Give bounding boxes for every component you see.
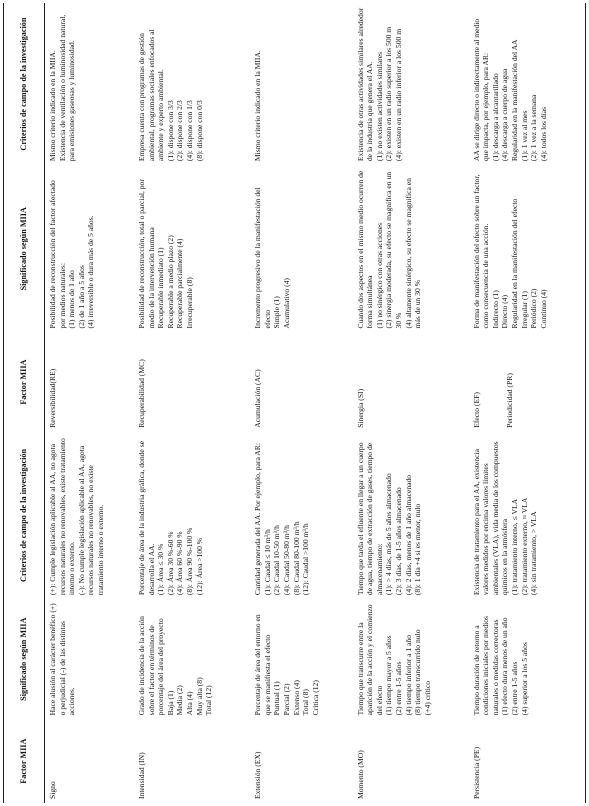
- cell-line: Porcentaje de área del entorno en que se manifiesta el efecto: [253, 614, 272, 716]
- header-factor-a: Factor MIIA: [4, 719, 45, 803]
- cell-line: Hace alusión al carácter benéfico (+) o perjudicial (-) de las distintas acciones.: [48, 603, 77, 716]
- factor-label-secondary: Periodicidad (PR): [505, 373, 515, 428]
- factor-label: Intensidad (IN): [137, 752, 147, 799]
- cell-line: (1): tratamiento interno, ≤ VLA: [510, 498, 520, 596]
- cell-line: (2): 3 días, de 1-5 años almacenado: [393, 487, 403, 596]
- cell-line: (8): Área 90 %-100 %: [185, 527, 195, 596]
- factor-a-cell: [45, 719, 135, 803]
- table-row: [353, 3, 469, 803]
- cell-line: (4): 2 días, menos de 1 año almacenado: [403, 474, 413, 596]
- header-significado-a: Significado según MIIA: [4, 599, 45, 719]
- cell-line: Total (12): [204, 685, 214, 716]
- cell-line: Parcial (2): [281, 683, 291, 716]
- header-criterio-a: Criterios de campo de la investigación: [4, 432, 45, 599]
- header-factor-b: Factor MIIA: [4, 332, 45, 431]
- factor-label: Efecto (EF): [471, 392, 481, 428]
- factor-a-cell: [353, 719, 469, 803]
- cell-line: Empresa cuenta con programas de gestión ambiental, programas sociales enfocados al ambiente y experto ambiental.: [137, 29, 166, 162]
- cell-line: Posibilidad de reconstrucción del factor afectado por medios naturales:: [48, 180, 67, 329]
- cell-line: (8): 1 día +4 si es menor, nulo: [413, 503, 423, 596]
- cell-line: Acumulativo (4): [281, 278, 291, 329]
- cell-line: (4): dispone con 1/3: [185, 100, 195, 162]
- cell-line: Cuando dos aspectos en el mismo medio ocurren de forma simultánea: [355, 170, 375, 329]
- cell-line: (4) tiempo inferior a 1 año: [403, 635, 413, 716]
- cell-line: (4) altamente sinérgico, su efecto se magnifica en más de un 30 %: [403, 178, 423, 329]
- cell-line: Irregular (1): [519, 291, 529, 329]
- cell-line: (2): existen en un radio superior a los 500 m: [384, 26, 394, 162]
- criterio-a-cell: [353, 432, 469, 599]
- criterio-a-cell: [250, 432, 352, 599]
- cell-line: (1) menos de 1 año: [67, 270, 77, 329]
- criterio-b-cell: [45, 3, 135, 165]
- criterio-b-cell: [353, 3, 469, 165]
- cell-line: (2) entre 1-5 años: [393, 661, 403, 716]
- table-row: [469, 3, 586, 803]
- cell-line: (2): 1 vez a la semana: [529, 94, 539, 162]
- cell-line: Porcentaje de área de la industria gráfica, donde se desarrolla el AA.: [137, 440, 156, 596]
- cell-line: Media (2): [175, 685, 185, 716]
- cell-line: Simple (1): [272, 296, 282, 329]
- miia-criteria-table: [3, 3, 586, 803]
- criterio-a-cell: [45, 432, 135, 599]
- cell-line: Existencia de tratamiento para el AA, existencia valores medidos por encima valores límites ambientales (VLA), vida media de los compuestos químicos en la atmósfera: [471, 441, 510, 596]
- cell-line: (2) sinergia moderada, su efecto se magnifica en un 30 %: [384, 171, 403, 329]
- header-significado-b: Significado según MIIA: [4, 165, 45, 332]
- cell-line: Mismo criterio indicado en la MIIA.: [253, 50, 263, 162]
- cell-line: Total (8): [301, 689, 311, 716]
- factor-label: Acumulación (AC): [253, 369, 263, 428]
- cell-line: Forma de manifestación del efecto sobre un factor, como consecuencia de una acción.: [471, 174, 491, 329]
- criterio-b-cell: [469, 3, 586, 165]
- cell-line: (4): existen en un radio inferior a los 500 m: [393, 28, 403, 162]
- cell-line: (-): No cumple legislación aplicable al AA, agota recursos naturales no renovables, no existe tratamiento interno o externo.: [76, 445, 105, 596]
- cell-line: (1): dispone con 3/3: [165, 100, 175, 162]
- cell-line: (+4) crítico: [422, 680, 432, 716]
- significado-b-cell: [134, 165, 250, 332]
- header-criterio-b: Criterios de campo de la investigación: [4, 3, 45, 165]
- cell-line: Recuperable a medio plazo (2): [165, 235, 175, 329]
- cell-line: Existencia de ventilación o luminosidad natural, para emisiones gaseosas y luminosidad.: [57, 14, 77, 162]
- cell-line: (12): Área >100 %: [194, 537, 204, 596]
- factor-b-cell: [45, 332, 135, 431]
- cell-line: (8) tiempo transcurrido nulo: [413, 629, 423, 716]
- cell-line: Tiempo que transcurre entre la aparición de la acción y el comienzo del efecto: [355, 604, 384, 716]
- factor-b-cell: [353, 332, 469, 431]
- cell-line: (4): sin tratamiento, > VLA: [529, 511, 539, 596]
- criterio-b-cell: [134, 3, 250, 165]
- factor-label: Reversibilidad(RE): [48, 368, 57, 428]
- cell-line: Puntual (1): [272, 681, 282, 716]
- cell-line: Existencia de otras actividades similares alrededor de la industria que genera el AA.: [355, 7, 375, 162]
- significado-b-cell: [45, 165, 135, 332]
- cell-line: (8): Caudal 80-100 m³/h: [291, 521, 301, 596]
- table-row: [134, 3, 250, 803]
- factor-label: Signo: [48, 781, 57, 799]
- factor-label: Extensión (EX): [253, 751, 263, 799]
- cell-line: Cantidad generada del AA. Por ejemplo, para AR:: [253, 443, 263, 596]
- cell-line: Directo (4): [500, 294, 510, 329]
- cell-line: (1) no sinérgico con otras acciones: [374, 222, 384, 329]
- cell-line: Recuperable inmediato (1): [156, 247, 166, 329]
- cell-line: Extenso (4): [291, 680, 301, 716]
- factor-label: Recuperabilidad (MC): [137, 359, 147, 428]
- significado-b-cell: [469, 165, 586, 332]
- cell-line: (4): Caudal 50-80 m³/h: [281, 525, 291, 596]
- table-header-row: [4, 3, 45, 803]
- significado-a-cell: [469, 599, 586, 719]
- cell-line: Tiempo duración de retorno a condiciones iniciales por medios naturales o medidas correctoras: [471, 616, 500, 716]
- rotated-table-wrapper: [3, 3, 586, 803]
- cell-line: (2) de 1 año a 5 años: [76, 265, 86, 329]
- cell-line: Indirecto (1): [490, 290, 500, 329]
- table-row: [45, 3, 135, 803]
- cell-line: Crítica (12): [310, 680, 320, 716]
- factor-label: Persistencia (PE): [471, 746, 481, 799]
- cell-line: (1): Área ≤ 30 %: [156, 543, 166, 596]
- cell-line: Recuperable parcialmente (4): [175, 238, 185, 329]
- cell-line: Incremento progresivo de la manifestación del efecto: [253, 187, 272, 329]
- cell-line: Periódico (2): [529, 288, 539, 329]
- cell-line: (12): Caudal >100 m³/h: [301, 523, 311, 596]
- cell-line: Posibilidad de reconstrucción, total o parcial, por medio de la intervención humana: [137, 179, 156, 329]
- cell-line: (1): descarga a alcantarillado: [490, 73, 500, 162]
- cell-line: (8): dispone con 0/3: [194, 100, 204, 162]
- cell-line: (1): 1 vez al mes: [519, 110, 529, 162]
- significado-a-cell: [353, 599, 469, 719]
- cell-line: (1): > 4 días, más de 5 años almacenado: [384, 473, 394, 596]
- significado-a-cell: [134, 599, 250, 719]
- cell-line: Muy alta (8): [194, 677, 204, 716]
- cell-line: (1): no existen actividades similares: [374, 51, 384, 162]
- cell-line: (4): todos los días: [538, 106, 548, 162]
- cell-line: (1) efecto dura menos de un año: [500, 617, 510, 716]
- factor-b-cell: [250, 332, 352, 431]
- factor-b-cell: [469, 332, 586, 431]
- criterio-a-cell: [134, 432, 250, 599]
- factor-a-cell: [250, 719, 352, 803]
- cell-line: Mismo criterio indicado en la MIIA.: [48, 50, 57, 162]
- cell-line: AA se dirige directo o indirectamente al medio que impacta, por ejemplo, para AR:: [471, 18, 491, 162]
- criterio-b-cell: [250, 3, 352, 165]
- cell-line: (1) tiempo mayor a 5 años: [384, 635, 394, 716]
- significado-b-cell: [353, 165, 469, 332]
- cell-line: Grado de incidencia de la acción sobre el factor en términos de porcentaje del área del proyecto: [137, 616, 166, 716]
- cell-line: (1): Caudal ≤ 10 m³/h: [262, 529, 272, 596]
- cell-line: Continuo (4): [538, 289, 548, 329]
- significado-b-cell: [250, 165, 352, 332]
- cell-line: (4) superior a los 5 años: [519, 642, 529, 716]
- cell-line: (4): Área 60 %-90 %: [175, 531, 185, 596]
- factor-label: Momento (MO): [355, 750, 365, 799]
- cell-line: (2) entre 1-5 años: [510, 661, 520, 716]
- cell-line: Tiempo que tarda el efluente en llegar a un cuerpo de agua, tiempo de extracción de gases, tiempo de almacenamiento:: [355, 442, 384, 596]
- cell-line: (+): Cumple legislación aplicable al AA, no agota recursos naturales no renovables, existe tratamiento interno o externo.: [48, 438, 77, 596]
- cell-line: (4) irreversible o dura más de 5 años.: [86, 215, 96, 329]
- cell-line: Regularidad en la manifestación del AA: [510, 39, 520, 162]
- criterio-a-cell: [469, 432, 586, 599]
- factor-a-cell: [134, 719, 250, 803]
- factor-label: Sinergia (SI): [355, 388, 365, 428]
- significado-a-cell: [45, 599, 135, 719]
- cell-line: (2): tratamiento externo, ≈ VLA: [519, 497, 529, 596]
- cell-line: (2): Caudal 10-50 m³/h: [272, 525, 282, 596]
- table-body: [45, 3, 586, 803]
- factor-b-cell: [134, 332, 250, 431]
- table-row: [250, 3, 352, 803]
- cell-line: Regularidad en la manifestación del efecto: [510, 198, 520, 329]
- cell-line: (2): Área 30 %-60 %: [165, 531, 175, 596]
- cell-line: Alta (4): [185, 691, 195, 716]
- cell-line: Irrecuperable (8): [185, 277, 195, 329]
- significado-a-cell: [250, 599, 352, 719]
- factor-a-cell: [469, 719, 586, 803]
- cell-line: (4): descarga a cuerpo de agua: [500, 68, 510, 162]
- cell-line: Baja (1): [165, 690, 175, 716]
- cell-line: (2): dispone con 2/3: [175, 100, 185, 162]
